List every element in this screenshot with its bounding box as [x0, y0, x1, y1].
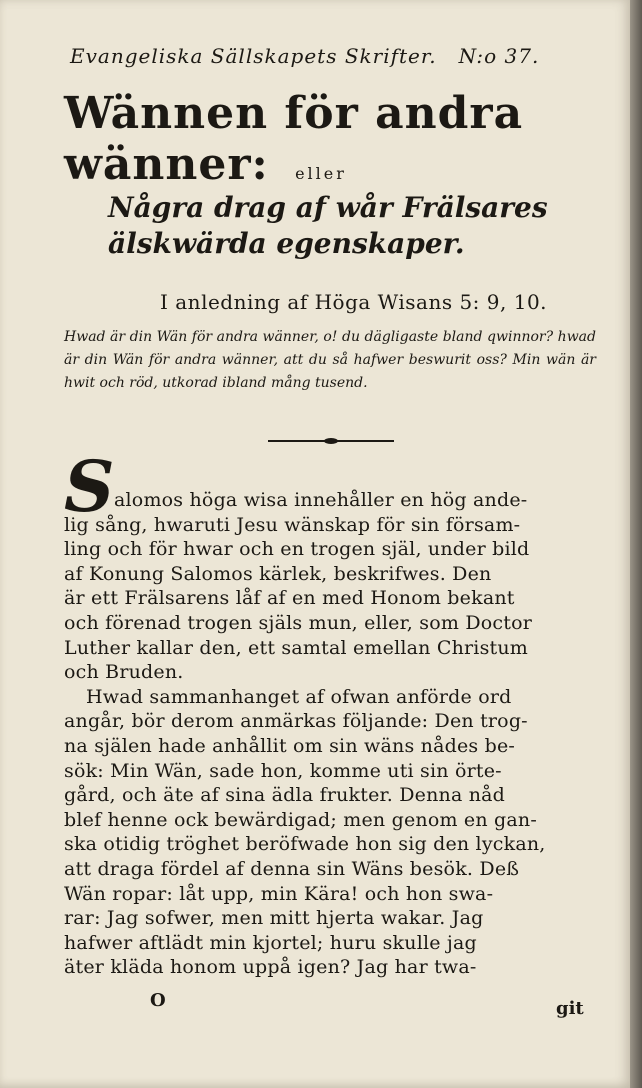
body-line: och Bruden.	[64, 661, 184, 684]
body-line: alomos höga wisa innehåller en hög ande-	[114, 489, 528, 511]
body-line: äter kläda honom uppå igen? Jag har twa-	[64, 956, 477, 979]
body-line: Hwad sammanhanget af ofwan anförde ord	[86, 685, 512, 708]
body-line: rar: Jag sofwer, men mitt hjerta wakar. Jag	[64, 907, 484, 930]
page-edge	[630, 0, 642, 1088]
catchword: git	[556, 998, 584, 1019]
body-line: sök: Min Wän, sade hon, komme uti sin örte-	[64, 759, 502, 782]
body-line: ling och för hwar och en trogen själ, under bild	[64, 538, 530, 561]
subtitle-line-2: älskwärda egenskaper.	[108, 227, 465, 260]
scripture-reference: I anledning af Höga Wisans 5: 9, 10.	[160, 290, 548, 314]
body-line: att draga fördel af denna sin Wäns besök. Deß	[64, 857, 520, 880]
body-text	[64, 488, 596, 980]
subtitle-line-1: Några drag af wår Frälsares	[108, 191, 548, 224]
body-line: Luther kallar den, ett samtal emellan Christum	[64, 636, 529, 659]
signature-mark: O	[150, 990, 166, 1011]
body-line: och förenad trogen själs mun, eller, som Doctor	[64, 611, 532, 634]
page-title: Wännen för andra wänner:	[64, 88, 524, 190]
body-line: ska otidig tröghet beröfwade hon sig den lyckan,	[64, 833, 546, 856]
drop-capital: S	[64, 445, 115, 528]
body-line: hafwer aftlädt min kjortel; huru skulle jag	[64, 931, 477, 954]
body-line: af Konung Salomos kärlek, beskrifwes. Den	[64, 562, 492, 585]
series-title: Evangeliska Sällskapets Skrifter.	[70, 44, 437, 68]
body-line: lig sång, hwaruti Jesu wänskap för sin försam-	[64, 513, 521, 536]
ornamental-rule	[268, 440, 394, 442]
body-line: angår, bör derom anmärkas följande: Den trog-	[64, 710, 528, 733]
body-line: Wän ropar: låt upp, min Kära! och hon swa-	[64, 882, 494, 905]
running-header	[70, 44, 550, 68]
subtitle	[108, 190, 608, 262]
body-line: är ett Frälsarens låf af en med Honom bekant	[64, 587, 515, 610]
body-line: gård, och äte af sina ädla frukter. Denna nåd	[64, 784, 506, 807]
epigraph-quote: Hwad är din Wän för andra wänner, o! du dägligaste bland qwinnor? hwad är din Wän för andra wänner, att du så hafwer beswurit oss? Min wän är hwit och röd, utkorad ibland mång tusend.	[64, 329, 596, 391]
conjunction-eller: eller	[295, 164, 347, 183]
body-line: blef henne ock bewärdigad; men genom en gan-	[64, 808, 537, 831]
body-line: na själen hade anhållit om sin wäns nådes be-	[64, 734, 516, 757]
issue-number: N:o 37.	[458, 44, 540, 68]
